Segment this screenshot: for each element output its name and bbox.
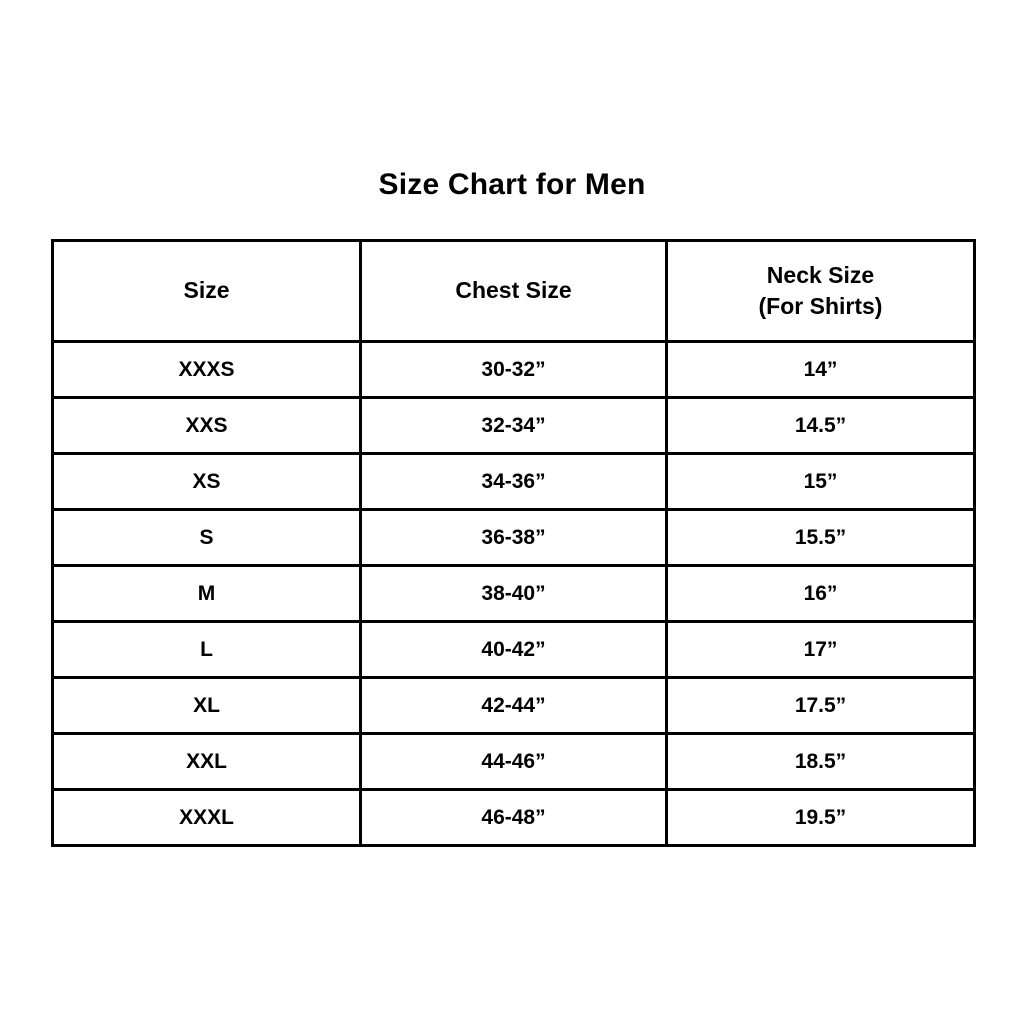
cell-size: XXXL [53, 790, 361, 846]
table-row [53, 622, 975, 678]
cell-size: S [53, 510, 361, 566]
cell-chest: 40-42” [361, 622, 667, 678]
cell-neck: 15.5” [667, 510, 975, 566]
cell-size: XXL [53, 734, 361, 790]
cell-neck: 14” [667, 342, 975, 398]
column-header-size-label: Size [183, 277, 230, 304]
cell-size: L [53, 622, 361, 678]
cell-size: XS [53, 454, 361, 510]
cell-neck: 15” [667, 454, 975, 510]
table-body [53, 342, 975, 846]
column-header-size [53, 241, 361, 342]
cell-size: XL [53, 678, 361, 734]
cell-size: XXS [53, 398, 361, 454]
column-header-neck-size-label: Neck Size [766, 261, 875, 288]
column-header-neck-size-sublabel: (For Shirts) [758, 293, 883, 319]
cell-size: XXXS [53, 342, 361, 398]
size-chart-table [51, 239, 976, 847]
column-header-chest-size [361, 241, 667, 342]
cell-chest: 44-46” [361, 734, 667, 790]
cell-chest: 36-38” [361, 510, 667, 566]
cell-chest: 38-40” [361, 566, 667, 622]
cell-neck: 18.5” [667, 734, 975, 790]
column-header-chest-size-label: Chest Size [455, 277, 572, 304]
cell-chest: 46-48” [361, 790, 667, 846]
cell-neck: 17.5” [667, 678, 975, 734]
table-row [53, 734, 975, 790]
table-row [53, 678, 975, 734]
table-row [53, 398, 975, 454]
table-row [53, 566, 975, 622]
table-row [53, 790, 975, 846]
cell-neck: 19.5” [667, 790, 975, 846]
cell-chest: 30-32” [361, 342, 667, 398]
cell-neck: 16” [667, 566, 975, 622]
cell-chest: 42-44” [361, 678, 667, 734]
page-title: Size Chart for Men [378, 168, 646, 201]
cell-size: M [53, 566, 361, 622]
table-row [53, 510, 975, 566]
column-header-neck-size [667, 241, 975, 342]
cell-chest: 34-36” [361, 454, 667, 510]
cell-neck: 17” [667, 622, 975, 678]
table-row [53, 454, 975, 510]
table-header-row [53, 241, 975, 342]
cell-chest: 32-34” [361, 398, 667, 454]
table-header [53, 241, 975, 342]
table-row [53, 342, 975, 398]
cell-neck: 14.5” [667, 398, 975, 454]
